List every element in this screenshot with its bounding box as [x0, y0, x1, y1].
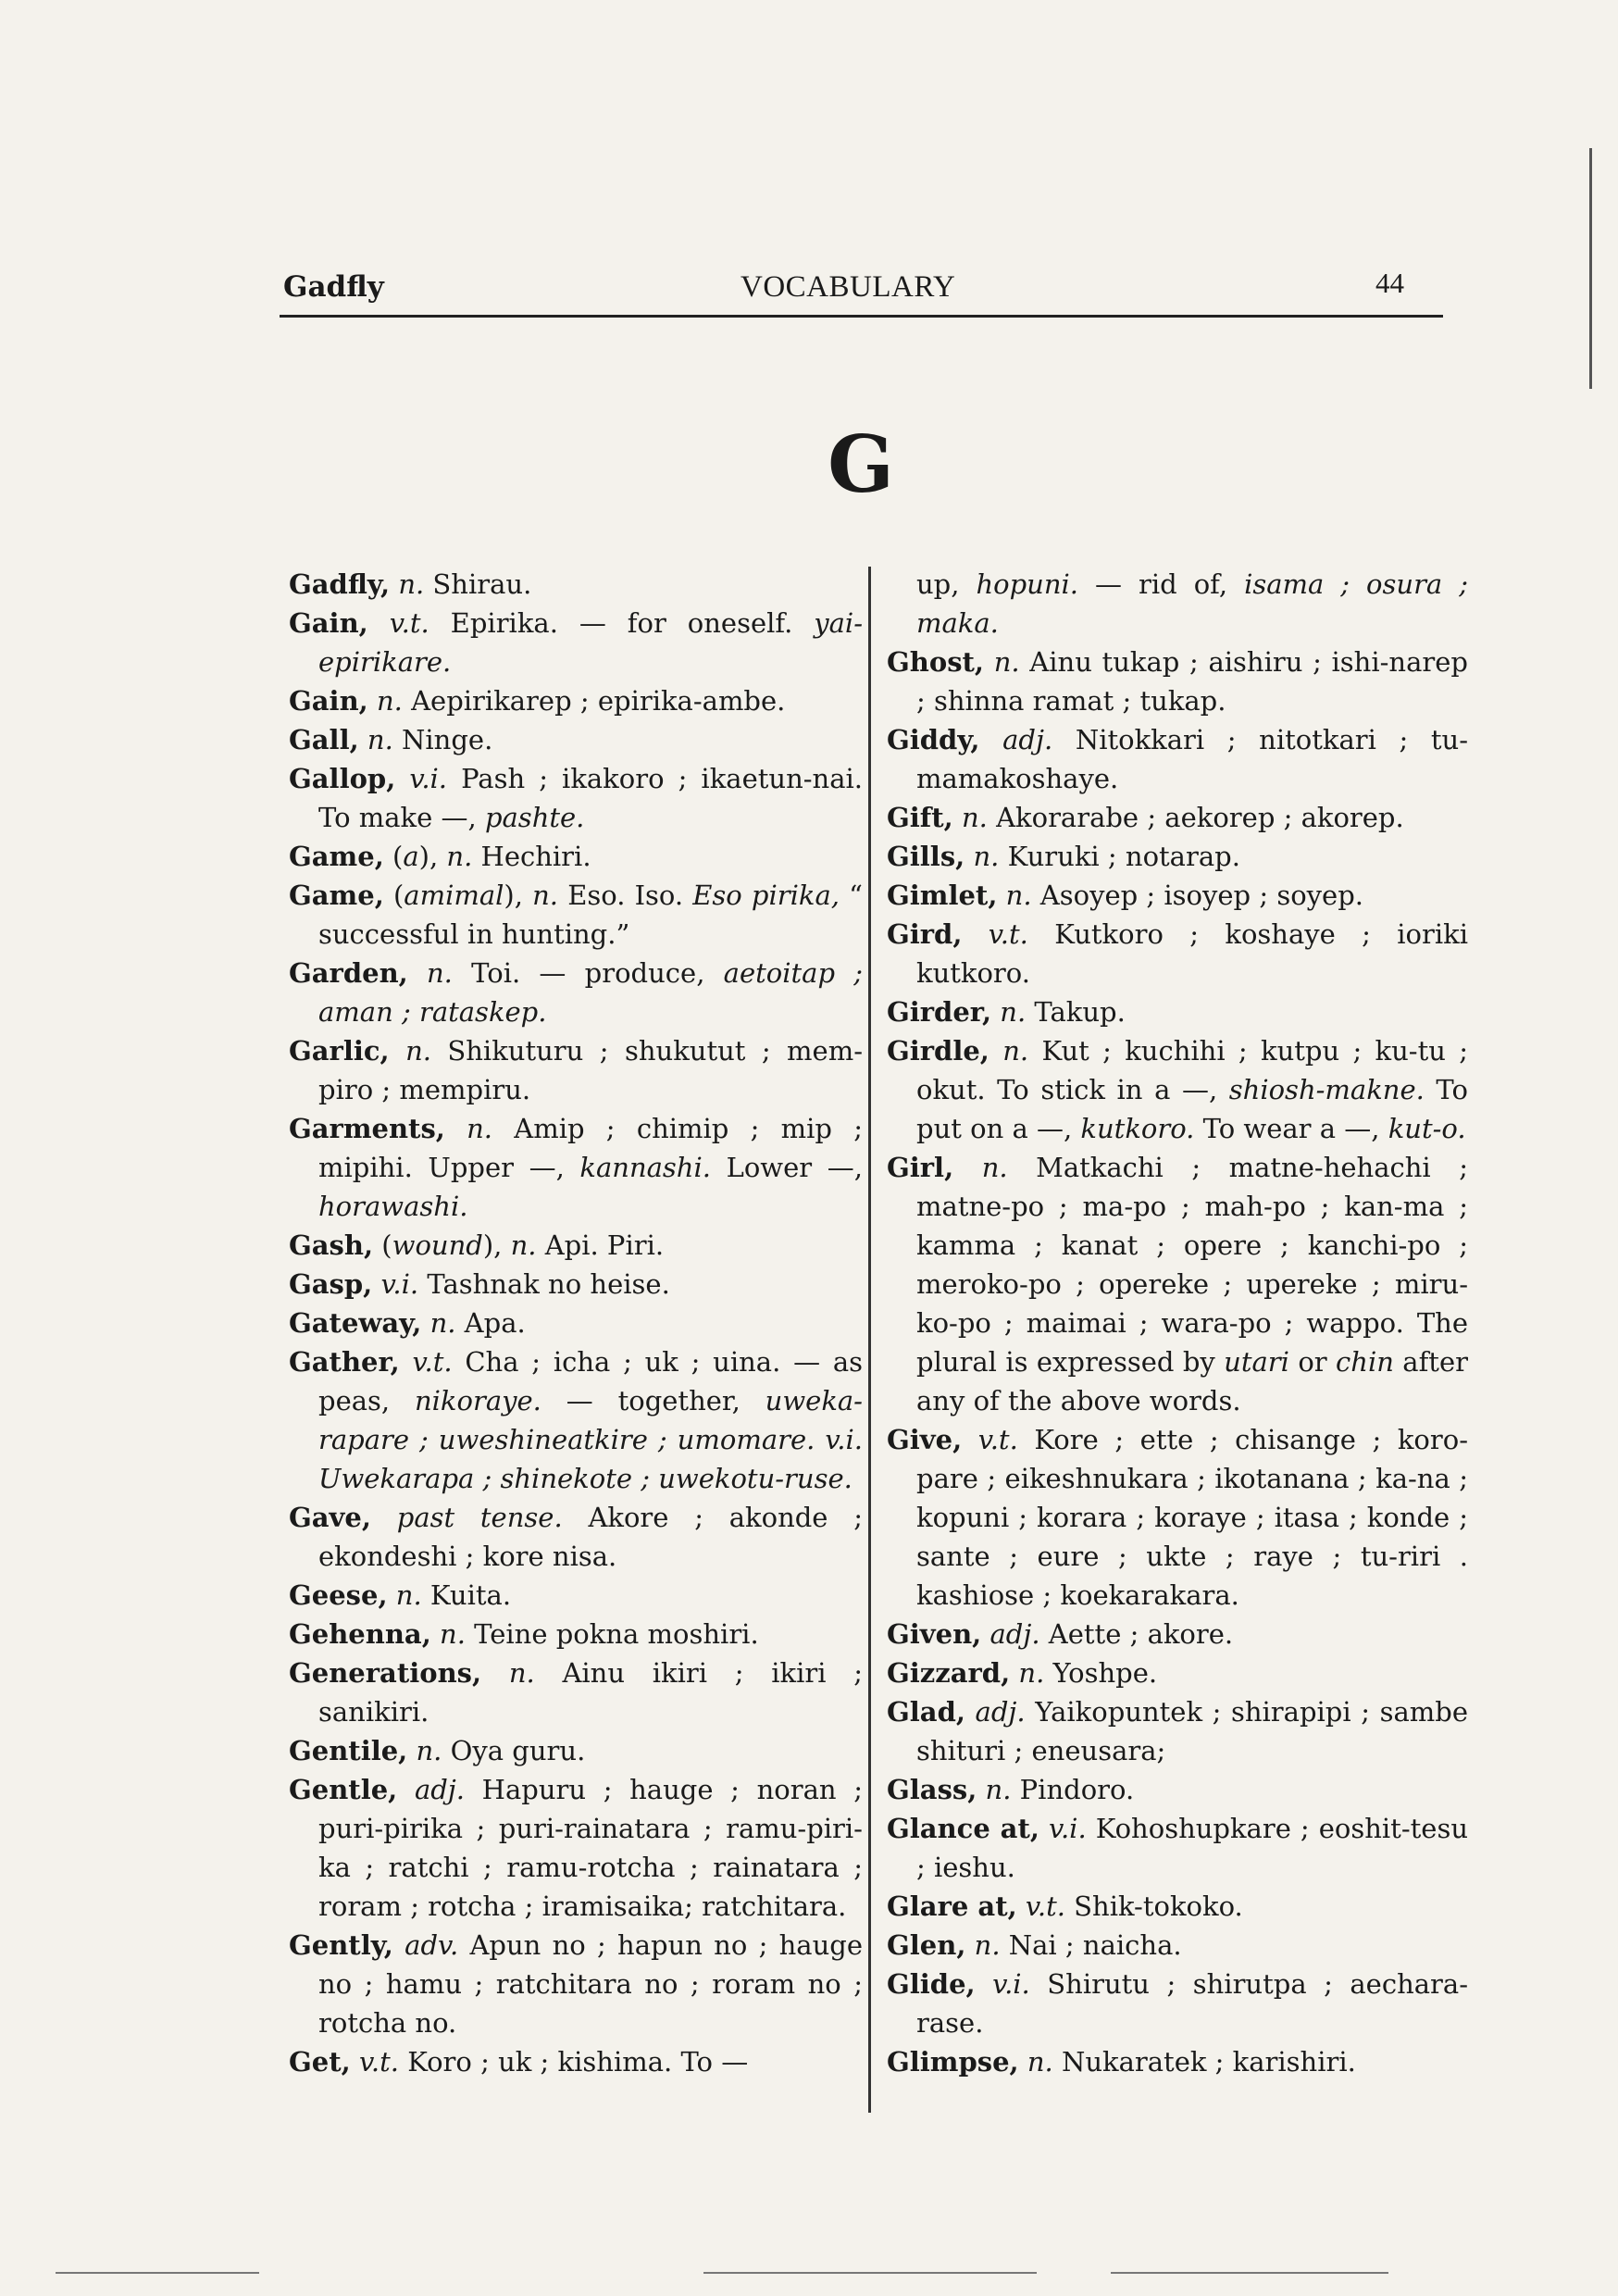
definition-text: Teine pokna moshiri. — [465, 1618, 759, 1650]
headword: Given, — [887, 1618, 982, 1650]
part-of-speech: a — [403, 841, 419, 872]
ainu-term: kutkoro. — [1080, 1113, 1195, 1144]
part-of-speech: n. — [395, 1579, 422, 1611]
headword: Girl, — [887, 1152, 954, 1183]
part-of-speech: n. — [510, 1229, 537, 1261]
definition-text: Oya guru. — [442, 1735, 586, 1766]
definition-text: Hechiri. — [472, 841, 591, 872]
dictionary-entry — [887, 1887, 1468, 1926]
definition-text — [815, 1424, 825, 1455]
dictionary-entry — [887, 1965, 1468, 2042]
section-letter: G — [828, 418, 894, 510]
part-of-speech: n. — [974, 1929, 1001, 1961]
definition-text: Epirika. — for oneself. — [429, 607, 815, 639]
definition-text: Shirutu ; shirutpa ; aechara-rase. — [916, 1968, 1468, 2039]
definition-text: Nitokkari ; nitotkari ; tu-mamakoshaye. — [916, 724, 1469, 794]
headword: Gash, — [289, 1229, 374, 1261]
dictionary-entry-continuation — [916, 565, 1468, 643]
definition-text — [1019, 2046, 1027, 2078]
part-of-speech: n. — [981, 1152, 1008, 1183]
definition-text — [989, 1035, 1002, 1067]
definition-text: “ successful in hunting.” — [318, 880, 863, 950]
part-of-speech: n. — [367, 724, 393, 755]
definition-text — [390, 568, 398, 600]
definition-text — [368, 685, 377, 717]
dictionary-entry — [887, 720, 1469, 798]
headword: Gadfly, — [289, 568, 391, 600]
headword: Give, — [887, 1424, 963, 1455]
ainu-term: utari — [1224, 1346, 1289, 1378]
part-of-speech: adj. — [975, 1696, 1026, 1728]
definition-text: after any of the above words. — [916, 1346, 1468, 1416]
definition-text — [1010, 1657, 1018, 1689]
definition-text — [953, 802, 962, 833]
definition-text: Aette ; akore. — [1039, 1618, 1234, 1650]
definition-text: Eso. Iso. — [558, 880, 693, 911]
definition-text: Takup. — [1026, 996, 1126, 1028]
headword: Gather, — [289, 1346, 400, 1378]
definition-text — [393, 1929, 404, 1961]
right-column — [887, 565, 1468, 2081]
dictionary-entry — [887, 1615, 1468, 1653]
definition-text — [984, 646, 994, 678]
headword: Glare at, — [887, 1890, 1017, 1922]
part-of-speech: v.i. — [409, 763, 448, 794]
running-head-left: Gadfly — [283, 270, 384, 304]
definition-text: Pash ; ikakoro ; ikaetun-nai. To make —, — [318, 763, 863, 833]
definition-text: Ainu ikiri ; ikiri ; sanikiri. — [318, 1657, 863, 1728]
part-of-speech: n. — [429, 1307, 456, 1339]
ainu-term: kannashi. — [579, 1152, 711, 1183]
definition-text — [997, 880, 1005, 911]
headword: Get, — [289, 2046, 351, 2078]
ainu-term: isama ; osura ; maka. — [916, 568, 1468, 639]
definition-text: Hapuru ; hauge ; noran ; puri-pirika ; puri-rainatara ; ramu-piri-ka ; ratchi ; ramu-rotcha ; rainatara ; roram ; rotcha ; iramisaika; ratchitara. — [318, 1774, 863, 1922]
dictionary-entry — [289, 1653, 863, 1731]
part-of-speech: n. — [398, 568, 425, 600]
running-head-title: VOCABULARY — [741, 270, 956, 304]
headword: Giddy, — [887, 724, 980, 755]
definition-text: Kutkoro ; koshaye ; ioriki kutkoro. — [916, 918, 1468, 989]
definition-text — [388, 1579, 396, 1611]
dictionary-entry — [289, 720, 863, 759]
dictionary-entry — [887, 876, 1468, 915]
headword: Gills, — [887, 841, 965, 872]
dictionary-entry — [289, 1770, 863, 1926]
definition-text: Apa. — [455, 1307, 526, 1339]
header-rule — [280, 315, 1443, 318]
definition-text — [953, 1152, 982, 1183]
part-of-speech: amimal — [404, 880, 504, 911]
ainu-term: yai-epirikare. — [318, 607, 863, 678]
dictionary-entry — [887, 1148, 1468, 1420]
dictionary-entry — [289, 1731, 863, 1770]
part-of-speech: n. — [1005, 880, 1032, 911]
definition-text — [359, 724, 367, 755]
part-of-speech: past tense. — [396, 1502, 563, 1533]
definition-text — [368, 607, 390, 639]
definition-text — [397, 1774, 415, 1805]
ainu-term: shiosh-makne. — [1228, 1074, 1425, 1105]
headword: Gain, — [289, 685, 368, 717]
definition-text: Toi. — produce, — [452, 957, 724, 989]
part-of-speech: adv. — [404, 1929, 459, 1961]
headword: Gimlet, — [887, 880, 998, 911]
headword: Gateway, — [289, 1307, 422, 1339]
definition-text: Nukaratek ; karishiri. — [1052, 2046, 1356, 2078]
dictionary-entry — [289, 1031, 864, 1109]
definition-text: Cha ; icha ; uk ; uina. — as peas, — [318, 1346, 864, 1416]
dictionary-entry — [887, 1420, 1469, 1615]
dictionary-entry — [887, 1031, 1469, 1148]
definition-text: Kuita. — [421, 1579, 512, 1611]
headword: Garlic, — [289, 1035, 390, 1067]
definition-text — [481, 1657, 509, 1689]
part-of-speech: v.i. — [380, 1268, 419, 1300]
headword: Garments, — [289, 1113, 445, 1144]
dictionary-entry — [289, 1226, 863, 1265]
definition-text: Shikuturu ; shukutut ; mem-piro ; mempiru. — [318, 1035, 864, 1105]
ainu-term: pashte. — [484, 802, 585, 833]
headword: Geese, — [289, 1579, 388, 1611]
bottom-edge-mark — [56, 2272, 259, 2274]
headword: Gallop, — [289, 763, 396, 794]
dictionary-entry — [887, 2042, 1468, 2081]
definition-text: Nai ; naicha. — [1000, 1929, 1182, 1961]
definition-text — [400, 1346, 413, 1378]
definition-text: Koro ; uk ; kishima. To — — [398, 2046, 749, 2078]
definition-text: ), — [504, 880, 533, 911]
part-of-speech: n. — [416, 1735, 442, 1766]
definition-text: Matkachi ; matne-hehachi ; matne-po ; ma-po ; mah-po ; kan-ma ; kamma ; kanat ; opere ; kanchi-po ; meroko-po ; opereke ; upereke ; miru-ko-po ; maimai ; wara-po ; wappo. The plural is expressed by — [916, 1152, 1468, 1378]
headword: Glen, — [887, 1929, 966, 1961]
definition-text: Amip ; chimip ; mip ; mipihi. Upper —, — [318, 1113, 863, 1183]
headword: Game, — [289, 841, 384, 872]
headword: Girder, — [887, 996, 992, 1028]
dictionary-entry — [289, 876, 863, 954]
dictionary-entry — [289, 1109, 863, 1226]
definition-text: Yaikopuntek ; shirapipi ; sambe shituri ; eneusara; — [916, 1696, 1468, 1766]
dictionary-entry — [289, 604, 863, 681]
part-of-speech: v.t. — [1025, 1890, 1065, 1922]
part-of-speech: n. — [467, 1113, 493, 1144]
part-of-speech: v.t. — [358, 2046, 399, 2078]
part-of-speech: n. — [440, 1618, 466, 1650]
definition-text — [965, 1696, 976, 1728]
column-divider — [868, 567, 871, 2113]
definition-text: — rid of, — [1078, 568, 1245, 600]
headword: Ghost, — [887, 646, 985, 678]
part-of-speech: n. — [1027, 2046, 1053, 2078]
dictionary-entry — [289, 759, 863, 837]
definition-text: or — [1288, 1346, 1337, 1378]
definition-text: To put on a —, — [916, 1074, 1468, 1144]
headword: Gain, — [289, 607, 368, 639]
dictionary-entry — [289, 1576, 863, 1615]
dictionary-entry — [887, 643, 1468, 720]
part-of-speech: v.t. — [988, 918, 1028, 950]
definition-text — [445, 1113, 467, 1144]
definition-text: Api. Piri. — [536, 1229, 665, 1261]
ainu-term: horawashi. — [318, 1191, 468, 1222]
part-of-speech: n. — [1000, 996, 1027, 1028]
definition-text: ( — [373, 1229, 392, 1261]
page-number: 44 — [1375, 267, 1404, 299]
definition-text — [351, 2046, 359, 2078]
definition-text — [407, 1735, 416, 1766]
ainu-term: kut-o. — [1388, 1113, 1466, 1144]
part-of-speech: n. — [446, 841, 473, 872]
definition-text — [390, 1035, 405, 1067]
dictionary-entry — [289, 1615, 863, 1653]
definition-text — [962, 918, 988, 950]
dictionary-entry — [289, 1304, 863, 1342]
ainu-term: aetoitap ; aman ; rataskep. — [318, 957, 864, 1028]
definition-text: ( — [383, 880, 404, 911]
headword: Gasp, — [289, 1268, 373, 1300]
definition-text: Ainu tukap ; aishiru ; ishi-narep ; shinna ramat ; tukap. — [916, 646, 1468, 717]
definition-text: Pindoro. — [1011, 1774, 1135, 1805]
headword: Gizzard, — [887, 1657, 1011, 1689]
definition-text: ( — [383, 841, 404, 872]
part-of-speech: n. — [427, 957, 453, 989]
definition-text: Shik-tokoko. — [1064, 1890, 1243, 1922]
dictionary-entry — [289, 1926, 864, 2042]
definition-text: Lower —, — [710, 1152, 863, 1183]
definition-text: Kuruki ; notarap. — [999, 841, 1240, 872]
definition-text — [1039, 1813, 1049, 1844]
dictionary-entry — [887, 1692, 1468, 1770]
dictionary-entry — [289, 565, 863, 604]
headword: Gentle, — [289, 1774, 398, 1805]
dictionary-entry — [289, 1498, 864, 1576]
definition-text: Tashnak no heise. — [418, 1268, 670, 1300]
headword: Garden, — [289, 957, 408, 989]
part-of-speech: n. — [532, 880, 559, 911]
headword: Glad, — [887, 1696, 965, 1728]
definition-text — [431, 1618, 440, 1650]
definition-text: Apun no ; hapun no ; hauge no ; hamu ; ratchitara no ; roram no ; rotcha no. — [318, 1929, 864, 2039]
part-of-speech: adj. — [1002, 724, 1053, 755]
part-of-speech: n. — [961, 802, 988, 833]
definition-text — [991, 996, 1000, 1028]
page-edge-shadow — [1589, 148, 1592, 389]
part-of-speech: n. — [993, 646, 1020, 678]
definition-text — [395, 763, 409, 794]
dictionary-entry — [887, 1770, 1468, 1809]
definition-text: Akore ; akonde ; ekondeshi ; kore nisa. — [318, 1502, 864, 1572]
dictionary-entry — [289, 681, 863, 720]
part-of-speech: v.t. — [977, 1424, 1018, 1455]
dictionary-entry — [887, 1926, 1468, 1965]
headword: Gift, — [887, 802, 953, 833]
part-of-speech: n. — [1002, 1035, 1029, 1067]
headword: Girdle, — [887, 1035, 989, 1067]
ainu-term: chin — [1336, 1346, 1394, 1378]
bottom-edge-mark — [1111, 2272, 1388, 2274]
definition-text: To wear a —, — [1194, 1113, 1388, 1144]
definition-text — [965, 1929, 974, 1961]
part-of-speech: adj. — [414, 1774, 466, 1805]
dictionary-entry — [887, 798, 1468, 837]
part-of-speech: v.i. — [1049, 1813, 1087, 1844]
definition-text: Aepirikarep ; epirika-ambe. — [402, 685, 786, 717]
headword: Gave, — [289, 1502, 371, 1533]
dictionary-entry — [289, 837, 863, 876]
headword: Gently, — [289, 1929, 393, 1961]
dictionary-entry — [887, 1809, 1468, 1887]
left-column — [289, 565, 863, 2081]
ainu-term: Uwekarapa ; shinekote ; uwekotu-ruse. — [318, 1463, 853, 1494]
definition-text — [977, 1774, 985, 1805]
part-of-speech: n. — [508, 1657, 535, 1689]
definition-text: Kut ; kuchihi ; kutpu ; ku-tu ; okut. To stick in a —, — [916, 1035, 1469, 1105]
headword: Glide, — [887, 1968, 976, 2000]
dictionary-entry — [887, 992, 1468, 1031]
part-of-speech: v.i. — [825, 1424, 864, 1455]
definition-text: Asoyep ; isoyep ; soyep. — [1031, 880, 1363, 911]
dictionary-entry — [289, 1342, 864, 1498]
definition-text: Ninge. — [392, 724, 493, 755]
dictionary-entry — [289, 2042, 863, 2081]
dictionary-entry — [289, 1265, 863, 1304]
definition-text — [962, 1424, 978, 1455]
definition-text — [976, 1968, 993, 2000]
headword: Generations, — [289, 1657, 482, 1689]
ainu-term: Eso pirika, — [692, 880, 840, 911]
headword: Gall, — [289, 724, 359, 755]
headword: Gird, — [887, 918, 963, 950]
definition-text: Kore ; ette ; chisange ; koro-pare ; eikeshnukara ; ikotanana ; ka-na ; kopuni ; korara ; koraye ; itasa ; konde ; sante ; eure ; ukte ; raye ; tu-riri . kashiose ; koekarakara. — [916, 1424, 1469, 1611]
definition-text: up, — [916, 568, 977, 600]
ainu-term: uweka-rapare ; uweshineatkire ; umomare. — [318, 1385, 863, 1455]
definition-text — [1017, 1890, 1026, 1922]
headword: Gentile, — [289, 1735, 408, 1766]
part-of-speech: v.i. — [992, 1968, 1030, 2000]
definition-text: Akorarabe ; aekorep ; akorep. — [987, 802, 1404, 833]
bottom-edge-mark — [703, 2272, 1037, 2274]
part-of-speech: wound — [392, 1229, 483, 1261]
part-of-speech: adj. — [989, 1618, 1040, 1650]
definition-text: Yoshpe. — [1044, 1657, 1158, 1689]
dictionary-entry — [289, 954, 864, 1031]
headword: Glance at, — [887, 1813, 1039, 1844]
headword: Glimpse, — [887, 2046, 1019, 2078]
definition-text: ), — [482, 1229, 511, 1261]
part-of-speech: n. — [1018, 1657, 1045, 1689]
part-of-speech: v.t. — [389, 607, 429, 639]
ainu-term: hopuni. — [976, 568, 1079, 600]
definition-text: Shirau. — [424, 568, 532, 600]
definition-text — [408, 957, 427, 989]
part-of-speech: n. — [376, 685, 403, 717]
definition-text — [371, 1502, 397, 1533]
part-of-speech: n. — [985, 1774, 1012, 1805]
definition-text: ), — [418, 841, 447, 872]
definition-text — [980, 724, 1003, 755]
part-of-speech: v.t. — [412, 1346, 453, 1378]
headword: Game, — [289, 880, 384, 911]
definition-text: Kohoshupkare ; eoshit-tesu ; ieshu. — [916, 1813, 1468, 1883]
definition-text: — together, — [541, 1385, 765, 1416]
dictionary-entry — [887, 1653, 1468, 1692]
headword: Glass, — [887, 1774, 977, 1805]
part-of-speech: n. — [405, 1035, 431, 1067]
dictionary-entry — [887, 837, 1468, 876]
part-of-speech: n. — [973, 841, 1000, 872]
headword: Gehenna, — [289, 1618, 431, 1650]
ainu-term: nikoraye. — [414, 1385, 541, 1416]
dictionary-entry — [887, 915, 1468, 992]
definition-text — [421, 1307, 429, 1339]
